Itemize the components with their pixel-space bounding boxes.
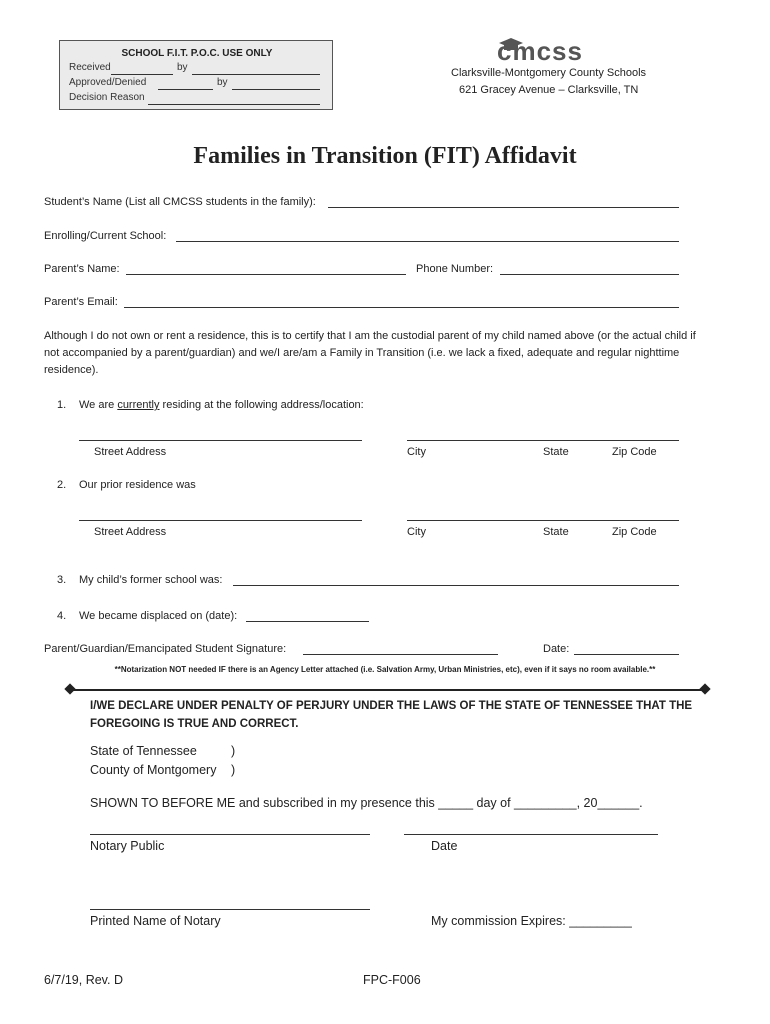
item4-text: We became displaced on (date):: [79, 610, 238, 622]
notarization-note: **Notarization NOT needed IF there is an Agency Letter attached (i.e. Salvation Army, Urban Ministries, etc), even if it says no room available.**: [114, 665, 656, 674]
prior-street-field[interactable]: [79, 520, 362, 521]
notary-date-label: Date: [431, 839, 458, 853]
item4-number: 4.: [57, 610, 67, 622]
received-by-label: by: [177, 62, 188, 73]
parent-name-field[interactable]: [126, 274, 406, 275]
current-state-label: State: [543, 446, 569, 458]
notary-public-field[interactable]: [90, 834, 370, 835]
footer-revision: 6/7/19, Rev. D: [44, 973, 123, 987]
item2-text: Our prior residence was: [79, 479, 196, 491]
office-box-title: SCHOOL F.I.T. P.O.C. USE ONLY: [121, 48, 273, 59]
item1-emphasis: currently: [117, 399, 160, 411]
item3-text: My child’s former school was:: [79, 574, 223, 586]
former-school-field[interactable]: [233, 585, 679, 586]
org-name: Clarksville-Montgomery County Schools: [451, 67, 647, 79]
email-label: Parent’s Email:: [44, 296, 118, 308]
notary-county: County of Montgomery: [90, 763, 217, 777]
item2-number: 2.: [57, 479, 67, 491]
item1-post: residing at the following address/location:: [159, 399, 364, 411]
approved-field[interactable]: [158, 89, 213, 90]
signature-field[interactable]: [303, 654, 498, 655]
prior-city-label: City: [407, 526, 426, 538]
students-name-field[interactable]: [328, 207, 679, 208]
footer-form-code: FPC-F006: [363, 973, 421, 987]
received-by-field[interactable]: [192, 74, 320, 75]
prior-street-label: Street Address: [94, 526, 167, 538]
parent-name-label: Parent’s Name:: [44, 263, 120, 275]
current-city-state-zip-field[interactable]: [407, 440, 679, 441]
approved-by-label: by: [217, 77, 228, 88]
current-city-label: City: [407, 446, 426, 458]
students-name-label: Student’s Name (List all CMCSS students in the family):: [44, 196, 316, 208]
phone-label: Phone Number:: [416, 263, 494, 275]
printed-name-field[interactable]: [90, 909, 370, 910]
signature-date-field[interactable]: [574, 654, 679, 655]
notary-county-paren: ): [231, 763, 236, 777]
section-divider: [70, 689, 706, 691]
printed-name-label: Printed Name of Notary: [90, 914, 221, 928]
item1-pre: We are: [79, 399, 118, 411]
email-field[interactable]: [124, 307, 679, 308]
prior-city-state-zip-field[interactable]: [407, 520, 679, 521]
item1-text: [79, 399, 364, 411]
displaced-date-field[interactable]: [246, 621, 369, 622]
prior-zip-label: Zip Code: [612, 526, 657, 538]
approved-label: Approved/Denied: [69, 77, 147, 88]
school-label: Enrolling/Current School:: [44, 230, 167, 242]
current-zip-label: Zip Code: [612, 446, 657, 458]
signature-date-label: Date:: [543, 643, 570, 655]
certification-text: Although I do not own or rent a residence, this is to certify that I am the custodial parent of my child named above (or the actual child if not accompanied by a parent/guardian) and we/I are/am a Family in Transition (i.e. we lack a fixed, adequate and regular nighttime residence).: [44, 330, 696, 376]
current-street-field[interactable]: [79, 440, 362, 441]
page-title: Families in Transition (FIT) Affidavit: [193, 143, 577, 169]
item3-number: 3.: [57, 574, 67, 586]
decision-label: Decision Reason: [69, 92, 145, 103]
commission-expires: My commission Expires: _________: [431, 914, 632, 928]
received-label: Received: [69, 62, 111, 73]
decision-field[interactable]: [148, 104, 320, 105]
current-street-label: Street Address: [94, 446, 167, 458]
approved-by-field[interactable]: [232, 89, 320, 90]
prior-state-label: State: [543, 526, 569, 538]
logo-text: cmcss: [497, 36, 583, 66]
notary-state-paren: ): [231, 744, 236, 758]
office-use-box: [59, 40, 333, 110]
notary-date-field[interactable]: [404, 834, 658, 835]
cmcss-logo: [497, 38, 601, 66]
divider-left-diamond-icon: [64, 683, 75, 694]
school-field[interactable]: [176, 241, 679, 242]
phone-field[interactable]: [500, 274, 679, 275]
signature-label: Parent/Guardian/Emancipated Student Signature:: [44, 643, 287, 655]
notary-shown-text: SHOWN TO BEFORE ME and subscribed in my presence this _____ day of _________, 20______.: [90, 796, 643, 810]
notary-state: State of Tennessee: [90, 744, 197, 758]
notary-public-label: Notary Public: [90, 839, 165, 853]
perjury-declaration: I/WE DECLARE UNDER PENALTY OF PERJURY UNDER THE LAWS OF THE STATE OF TENNESSEE THAT THE FOREGOING IS TRUE AND CORRECT.: [90, 700, 693, 730]
item1-number: 1.: [57, 399, 67, 411]
divider-right-diamond-icon: [699, 683, 710, 694]
received-field[interactable]: [111, 74, 173, 75]
org-address: 621 Gracey Avenue – Clarksville, TN: [459, 84, 639, 96]
